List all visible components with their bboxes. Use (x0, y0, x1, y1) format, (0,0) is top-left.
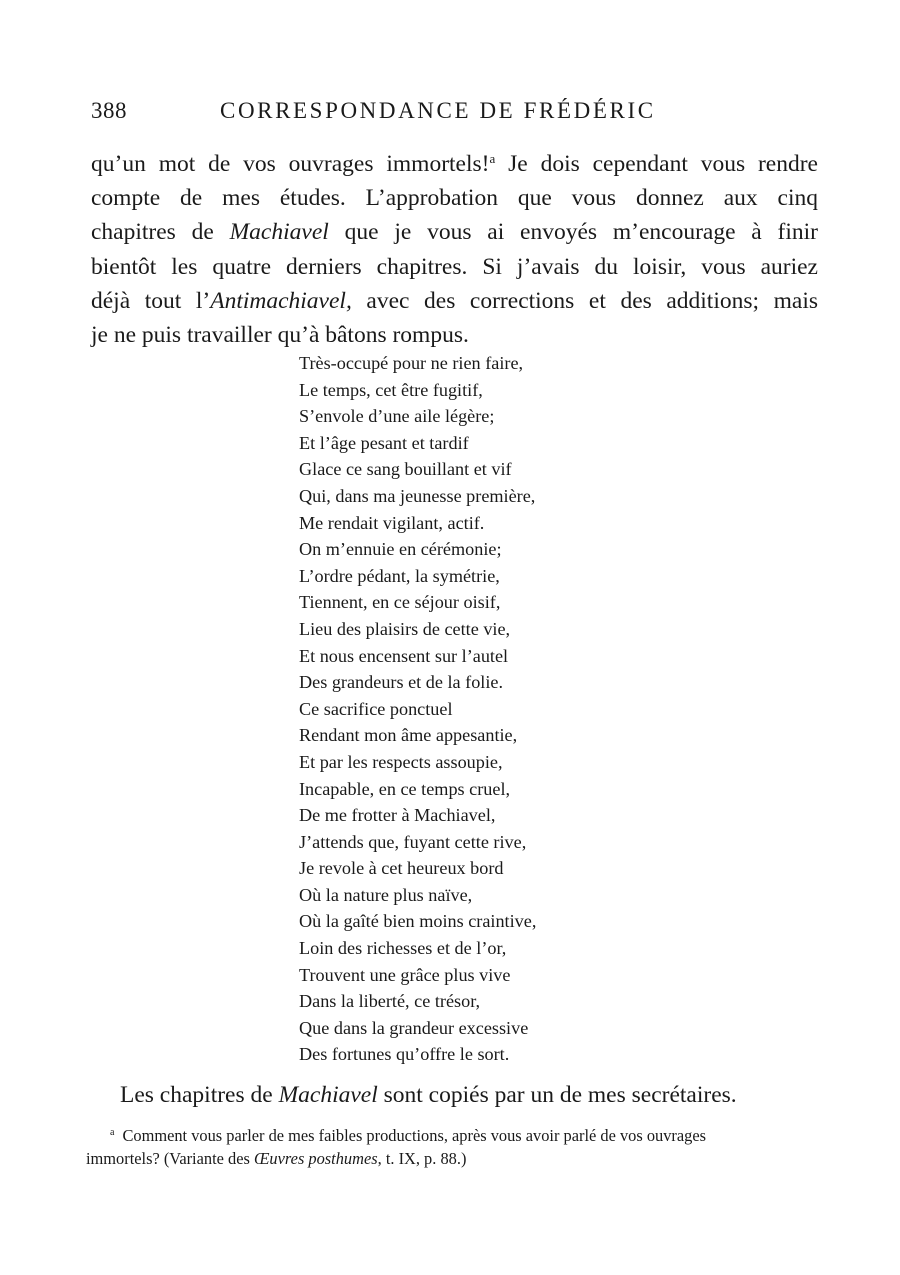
prose-line: bientôt les quatre derniers chapitres. Si j’avais du loisir, vous auriez (91, 253, 818, 280)
prose-line: qu’un mot de vos ouvrages immortels!$^a$ Je dois cependant vous rendre (91, 151, 818, 177)
verse-line: Dans la liberté, ce trésor, (299, 991, 481, 1012)
verse-line: J’attends que, fuyant cette rive, (299, 831, 527, 852)
verse-line: Ce sacrifice ponctuel (299, 698, 453, 719)
footnote (86, 1122, 813, 1170)
running-head: CORRESPONDANCE DE FRÉDÉRIC (220, 98, 656, 123)
verse-line: Très-occupé pour ne rien faire, (299, 353, 524, 373)
verse-poem (299, 350, 536, 1068)
verse-line: Glace ce sang bouillant et vif (299, 459, 512, 480)
verse-line: Où la gaîté bien moins craintive, (299, 911, 537, 932)
verse-line: Tiennent, en ce séjour oisif, (299, 592, 501, 613)
verse-line: Le temps, cet être fugitif, (299, 379, 483, 400)
verse-line: On m’ennuie en cérémonie; (299, 539, 502, 560)
verse-line: Incapable, en ce temps cruel, (299, 778, 511, 799)
footnote-line: $^a$ Comment vous parler de mes faibles productions, après vous avoir parlé de vos ouvrages (110, 1126, 706, 1145)
work-title: Machiavel (229, 219, 329, 246)
verse-line: Lieu des plaisirs de cette vie, (299, 618, 511, 639)
verse-line: Trouvent une grâce plus vive (299, 964, 511, 985)
verse-line: De me frotter à Machiavel, (299, 805, 496, 826)
work-title: Œuvres posthumes (253, 1148, 378, 1168)
verse-line: Des grandeurs et de la folie. (299, 672, 504, 693)
work-title: Antimachiavel, (210, 287, 352, 314)
footnote-line: immortels? (Variante des Œuvres posthumes, t. IX, p. 88.) (86, 1148, 467, 1168)
verse-line: Rendant mon âme appesantie, (299, 725, 518, 746)
footnote-reference[interactable]: a (489, 151, 496, 166)
verse-line: Que dans la grandeur excessive (299, 1017, 529, 1038)
verse-line: Des fortunes qu’offre le sort. (299, 1044, 510, 1065)
verse-line: Où la nature plus naïve, (299, 884, 473, 905)
closing-sentence: Les chapitres de Machiavel sont copiés par un de mes secrétaires. (120, 1082, 737, 1108)
prose-line: compte de mes études. L’approbation que vous donnez aux cinq (91, 185, 818, 212)
verse-line: S’envole d’une aile légère; (299, 406, 495, 427)
prose-line: je ne puis travailler qu’à bâtons rompus. (91, 322, 469, 349)
verse-line: Je revole à cet heureux bord (299, 858, 504, 879)
prose-paragraph (91, 142, 818, 352)
verse-line: Qui, dans ma jeunesse première, (299, 485, 536, 506)
verse-line: Et nous encensent sur l’autel (299, 645, 509, 666)
verse-line: Et l’âge pesant et tardif (299, 432, 469, 453)
verse-line: L’ordre pédant, la symétrie, (299, 565, 500, 586)
verse-line: Et par les respects assoupie, (299, 751, 503, 772)
work-title: Machiavel (278, 1082, 378, 1108)
verse-line: Loin des richesses et de l’or, (299, 938, 507, 959)
footnote-mark: a (110, 1127, 115, 1138)
verse-line: Me rendait vigilant, actif. (299, 512, 485, 533)
page-number: 388 (91, 98, 127, 123)
page-header (91, 98, 821, 132)
prose-line: chapitres de Machiavel que je vous ai envoyés m’encourage à finir (91, 219, 818, 246)
prose-line: déjà tout l’Antimachiavel, avec des corrections et des additions; mais (91, 287, 818, 314)
